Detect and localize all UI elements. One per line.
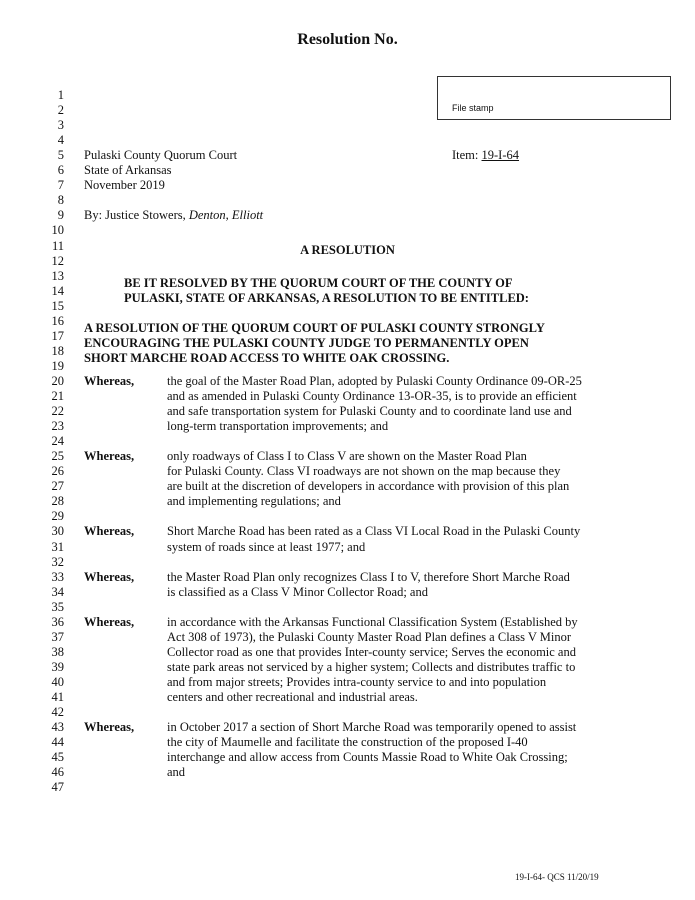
line-number: 13 [51, 268, 64, 283]
line-number: 20 [51, 373, 64, 388]
clause-line: interchange and allow access from Counts Massie Road to White Oak Crossing; [167, 750, 568, 765]
whereas-label: Whereas, [84, 720, 135, 735]
line-number: 37 [51, 629, 64, 644]
file-stamp-box [437, 76, 671, 120]
clause-line: and from major streets; Provides intra-county service to and into population [167, 674, 547, 689]
header-court: Pulaski County Quorum Court [84, 148, 238, 162]
line-number: 25 [51, 449, 64, 464]
be-it-resolved-line: BE IT RESOLVED BY THE QUORUM COURT OF THE COUNTY OF [124, 276, 513, 290]
sponsor-cosponsors: Denton, Elliott [188, 208, 264, 222]
line-number: 45 [51, 750, 64, 765]
clause-line: and as amended in Pulaski County Ordinance 13-OR-35, is to provide an efficient [167, 389, 577, 403]
header-state: State of Arkansas [84, 163, 172, 177]
line-number: 36 [51, 614, 64, 629]
line-number: 39 [51, 659, 64, 674]
line-number: 4 [57, 133, 64, 148]
clause-line: the city of Maumelle and facilitate the construction of the proposed I-40 [167, 735, 528, 750]
clause-line: system of roads since at least 1977; and [167, 539, 366, 554]
file-stamp-label: File stamp [452, 103, 494, 113]
line-number: 41 [51, 690, 64, 704]
line-number: 17 [51, 328, 64, 343]
line-number: 24 [51, 434, 64, 449]
sponsor-prefix: By: Justice Stowers, [84, 208, 186, 222]
line-number: 21 [51, 389, 64, 403]
line-number: 12 [51, 253, 64, 268]
line-number: 26 [51, 464, 64, 479]
resolution-title-line: ENCOURAGING THE PULASKI COUNTY JUDGE TO PERMANENTLY OPEN [84, 336, 529, 350]
line-number: 3 [57, 118, 64, 133]
document-footer: 19-I-64- QCS 11/20/19 [515, 872, 599, 882]
whereas-label: Whereas, [84, 449, 135, 464]
whereas-label: Whereas, [84, 614, 135, 629]
clause-line: and implementing regulations; and [167, 494, 341, 509]
clause-line: Short Marche Road has been rated as a Class VI Local Road in the Pulaski County [167, 524, 581, 539]
line-number: 10 [51, 223, 64, 238]
clause-line: in October 2017 a section of Short Marche Road was temporarily opened to assist [167, 720, 577, 735]
line-number: 46 [51, 765, 64, 780]
line-number: 43 [51, 720, 64, 735]
clause-line: centers and other recreational and industrial areas. [167, 690, 418, 704]
line-number: 8 [57, 193, 64, 208]
clause-line: in accordance with the Arkansas Functional Classification System (Established by [167, 614, 578, 629]
line-number: 42 [51, 705, 64, 720]
line-number: 30 [51, 524, 64, 539]
line-number: 27 [51, 479, 64, 494]
resolution-title-line: SHORT MARCHE ROAD ACCESS TO WHITE OAK CROSSING. [84, 351, 450, 365]
whereas-label: Whereas, [84, 524, 135, 539]
line-number: 19 [51, 358, 64, 373]
be-it-resolved-line: PULASKI, STATE OF ARKANSAS, A RESOLUTION TO BE ENTITLED: [124, 291, 529, 305]
clause-line: state park areas not serviced by a higher system; Collects and distributes traffic to [167, 659, 576, 674]
line-number: 22 [51, 404, 64, 419]
line-number: 38 [51, 644, 64, 659]
line-number: 35 [51, 599, 64, 614]
line-number: 34 [51, 584, 64, 599]
clause-line: Act 308 of 1973), the Pulaski County Master Road Plan defines a Class V Minor [167, 629, 572, 644]
item-reference [452, 148, 519, 163]
clause-line: only roadways of Class I to Class V are shown on the Master Road Plan [167, 449, 527, 464]
resolution-title-line: A RESOLUTION OF THE QUORUM COURT OF PULASKI COUNTY STRONGLY [84, 321, 545, 335]
clause-line: for Pulaski County. Class VI roadways are not shown on the map because they [167, 464, 561, 479]
clause-line: and [167, 765, 186, 780]
line-number: 23 [51, 419, 64, 434]
clause-line: the goal of the Master Road Plan, adopted by Pulaski County Ordinance 09-OR-25 [167, 373, 582, 388]
line-number: 28 [51, 494, 64, 509]
line-number: 7 [57, 178, 64, 193]
line-number: 33 [51, 569, 64, 584]
line-number: 16 [51, 313, 64, 328]
line-number: 1 [57, 88, 64, 102]
line-number: 47 [51, 780, 64, 795]
whereas-label: Whereas, [84, 373, 135, 388]
clause-line: long-term transportation improvements; and [167, 419, 389, 434]
line-number: 6 [57, 163, 64, 178]
clause-line: Collector road as one that provides Inter-county service; Serves the economic and [167, 644, 576, 659]
line-number: 15 [51, 298, 64, 313]
line-number: 2 [57, 103, 64, 118]
clause-line: the Master Road Plan only recognizes Class I to V, therefore Short Marche Road [167, 569, 570, 584]
line-number: 18 [51, 343, 64, 358]
line-number: 14 [51, 283, 64, 298]
line-number: 32 [51, 554, 64, 569]
line-number: 31 [51, 539, 64, 554]
clause-line: is classified as a Class V Minor Collector Road; and [167, 584, 428, 599]
resolution-heading: A RESOLUTION [300, 243, 395, 257]
page-title: Resolution No. [297, 31, 398, 48]
whereas-label: Whereas, [84, 569, 135, 584]
clause-line: and safe transportation system for Pulaski County and to coordinate land use and [167, 404, 572, 419]
line-number: 40 [51, 674, 64, 689]
line-number: 29 [51, 509, 64, 524]
line-number: 44 [51, 735, 64, 750]
line-number: 9 [57, 208, 64, 223]
clause-line: are built at the discretion of developers in accordance with provision of this plan [167, 479, 570, 494]
sponsors [84, 208, 263, 223]
line-number: 5 [57, 148, 64, 163]
item-number: 19-I-64 [481, 148, 520, 162]
header-date: November 2019 [84, 178, 165, 192]
item-label: Item: [452, 148, 479, 162]
line-number: 11 [51, 238, 64, 253]
